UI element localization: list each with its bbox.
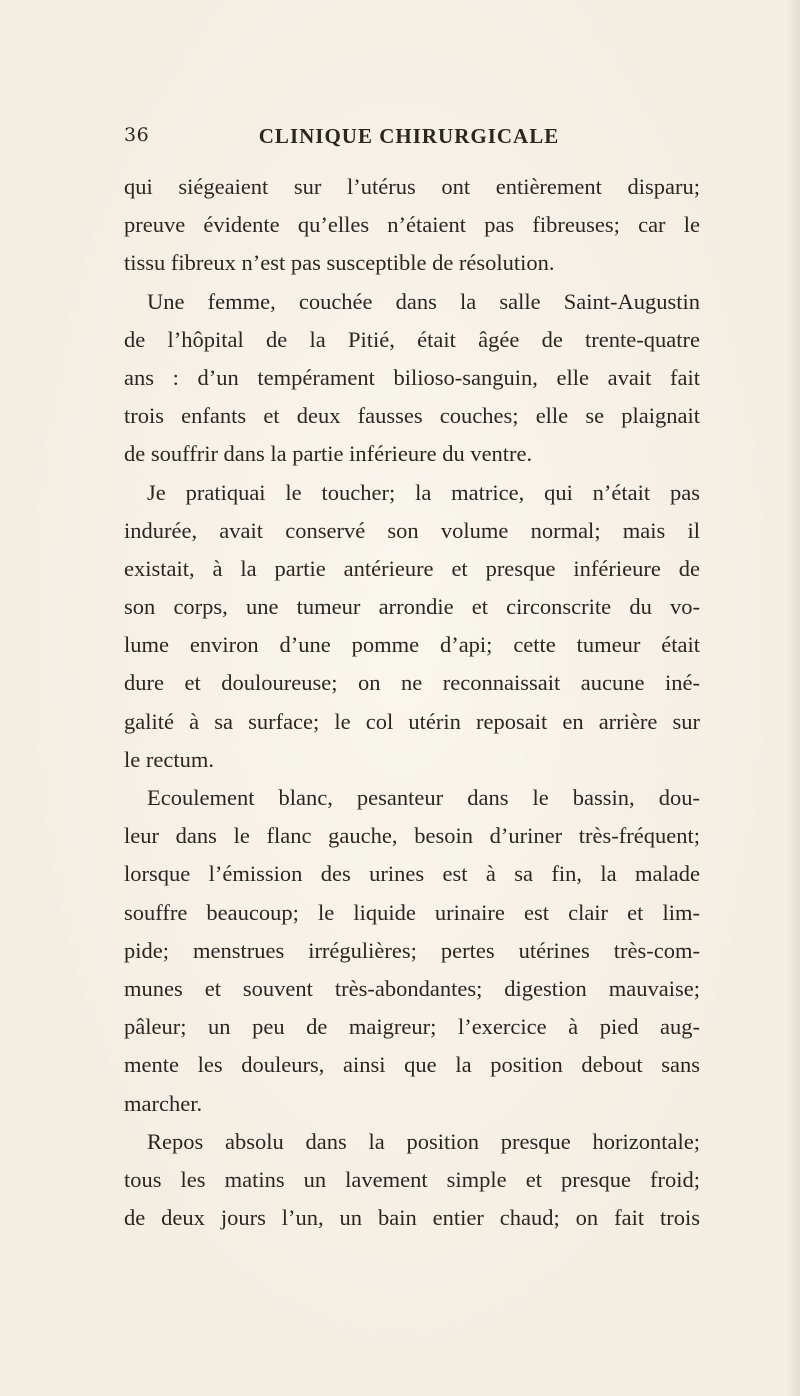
text-line: marcher.: [124, 1090, 203, 1116]
text-line: lorsque l’émission des urines est à sa fin, la malade: [124, 861, 700, 887]
text-line: Je pratiquai le toucher; la matrice, qui n’était pas: [147, 479, 700, 505]
text-line: leur dans le flanc gauche, besoin d’uriner très-fréquent;: [124, 823, 700, 849]
page-edge-shadow: [786, 0, 800, 1396]
text-line: Ecoulement blanc, pesanteur dans le bassin, dou-: [147, 785, 700, 810]
text-line: souffre beaucoup; le liquide urinaire est clair et lim-: [124, 899, 700, 925]
text-line: pide; menstrues irrégulières; pertes utérines très-com-: [124, 937, 700, 963]
text-line: qui siégeaient sur l’utérus ont entièrement disparu;: [124, 174, 700, 199]
text-line: Une femme, couchée dans la salle Saint-Augustin: [147, 288, 700, 314]
text-line: trois enfants et deux fausses couches; elle se plaignait: [124, 403, 700, 429]
text-line: de souffrir dans la partie inférieure du ventre.: [124, 441, 533, 467]
page-number: 36: [124, 124, 150, 146]
text-line: de l’hôpital de la Pitié, était âgée de trente-quatre: [124, 326, 700, 352]
text-line: galité à sa surface; le col utérin reposait en arrière sur: [124, 708, 700, 734]
text-line: tissu fibreux n’est pas susceptible de résolution.: [124, 250, 555, 276]
text-line: munes et souvent très-abondantes; digestion mauvaise;: [124, 975, 700, 1001]
text-line: son corps, une tumeur arrondie et circonscrite du vo-: [124, 594, 700, 620]
text-line: Repos absolu dans la position presque horizontale;: [147, 1128, 700, 1154]
text-line: tous les matins un lavement simple et presque froid;: [124, 1166, 700, 1192]
text-line: dure et douloureuse; on ne reconnaissait aucune iné-: [124, 670, 700, 696]
text-line: lume environ d’une pomme d’api; cette tumeur était: [124, 632, 700, 658]
text-line: le rectum.: [124, 746, 214, 772]
text-line: indurée, avait conservé son volume normal; mais il: [124, 517, 700, 543]
text-line: preuve évidente qu’elles n’étaient pas fibreuses; car le: [124, 212, 700, 238]
text-line: ans : d’un tempérament bilioso-sanguin, elle avait fait: [124, 364, 700, 390]
text-line: existait, à la partie antérieure et presque inférieure de: [124, 555, 700, 581]
text-line: de deux jours l’un, un bain entier chaud; on fait trois: [124, 1205, 700, 1231]
text-line: pâleur; un peu de maigreur; l’exercice à pied aug-: [124, 1014, 700, 1040]
body-text: [124, 168, 700, 1237]
text-line: mente les douleurs, ainsi que la position debout sans: [124, 1052, 700, 1078]
page-header: [124, 124, 694, 154]
running-title: CLINIQUE CHIRURGICALE: [258, 124, 560, 148]
